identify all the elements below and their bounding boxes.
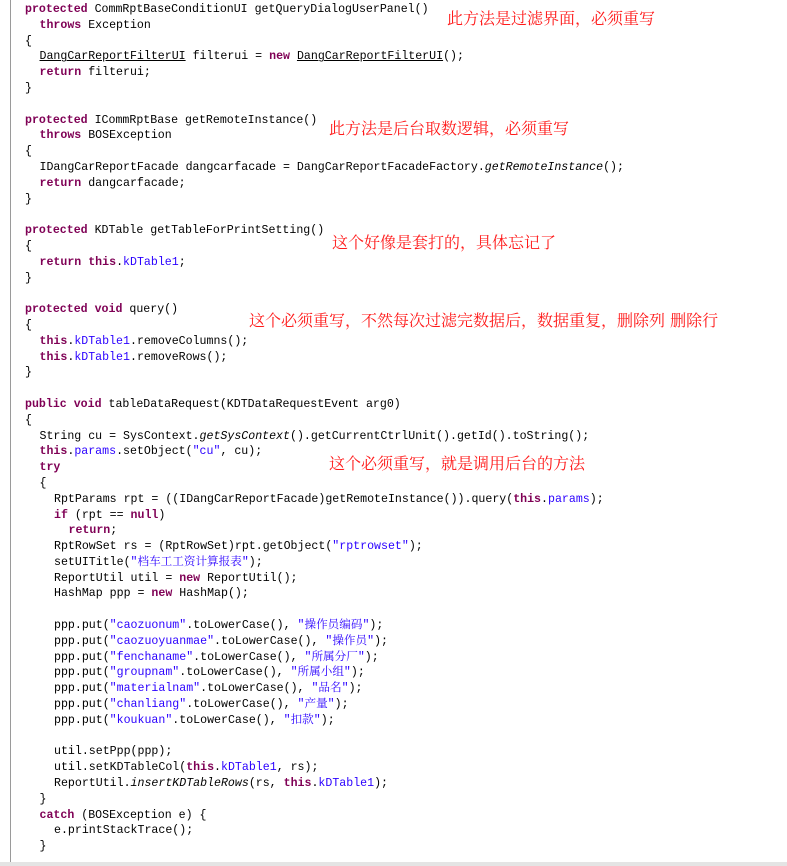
code-text: . — [67, 445, 75, 459]
code-text: ); — [369, 619, 384, 633]
static-method: getSysContext — [199, 429, 290, 443]
keyword: return — [39, 176, 82, 190]
code-text: e.printStackTrace(); — [54, 824, 194, 838]
code-text: .toLowerCase(), — [186, 619, 298, 633]
type-ref: DangCarReportFilterUI — [296, 50, 444, 64]
code-line — [25, 334, 624, 350]
annotation-filter-ui: 此方法是过滤界面，必须重写 — [447, 9, 656, 28]
code-line — [25, 65, 624, 81]
code-line — [25, 744, 624, 760]
type-ref: DangCarReportFilterUI — [39, 50, 186, 64]
code-line — [25, 160, 624, 176]
code-text: .toLowerCase(), — [214, 634, 326, 648]
field-ref: params — [74, 445, 117, 459]
keyword: new — [269, 50, 290, 64]
code-line — [25, 176, 624, 192]
code-text: ); — [350, 666, 365, 680]
code-text: CommRptBaseConditionUI getQueryDialogUserPanel() — [87, 3, 429, 16]
code-text: ; — [110, 524, 118, 538]
code-text: } — [25, 81, 32, 95]
code-text: . — [214, 761, 222, 775]
keyword: new — [151, 587, 173, 601]
code-line — [25, 697, 624, 713]
code-text: ICommRptBase getRemoteInstance() — [87, 113, 318, 127]
keyword: this — [39, 445, 68, 459]
code-text: util.setKDTableCol( — [54, 761, 187, 775]
string-literal: "chanliang" — [109, 698, 187, 712]
code-line — [25, 508, 624, 524]
code-line — [25, 729, 624, 745]
code-text: .toLowerCase(), — [172, 713, 284, 727]
code-text: (rs, — [248, 777, 284, 791]
code-text: ppp.put( — [54, 634, 110, 648]
string-literal: "koukuan" — [109, 713, 173, 727]
string-literal: "rptrowset" — [332, 540, 409, 554]
code-text: setUITitle( — [54, 555, 131, 569]
field-ref: kDTable1 — [74, 334, 130, 348]
code-line — [25, 255, 624, 271]
code-text: (rpt == — [67, 508, 131, 522]
field-ref: params — [548, 492, 590, 506]
code-text: ppp.put( — [54, 698, 110, 712]
code-text: RptParams rpt = ((IDangCarReportFacade)getRemoteInstance()).query( — [54, 492, 514, 506]
keyword: this — [88, 255, 117, 269]
code-text: filterui = — [185, 50, 270, 64]
code-line — [25, 81, 624, 97]
keyword: protected — [25, 224, 88, 238]
code-text: { — [25, 145, 32, 159]
code-text: { — [25, 239, 32, 253]
string-literal: "品名" — [311, 682, 349, 696]
code-text: { — [25, 318, 32, 332]
code-line — [25, 350, 624, 366]
string-literal: "档车工工资计算报表" — [130, 555, 249, 569]
code-text: ); — [334, 698, 349, 712]
code-text: . — [67, 334, 75, 348]
code-text: , rs); — [276, 761, 319, 775]
code-text — [290, 50, 297, 63]
code-line — [25, 97, 624, 113]
keyword: this — [283, 777, 312, 791]
code-text: ppp.put( — [54, 666, 110, 680]
string-literal: "cu" — [192, 445, 221, 459]
code-line — [25, 792, 624, 808]
string-literal: "groupnam" — [109, 666, 180, 680]
keyword: new — [179, 571, 201, 585]
code-text: ); — [408, 540, 423, 554]
code-text: ); — [364, 650, 379, 664]
keyword: void — [94, 303, 123, 317]
code-text: ppp.put( — [54, 713, 110, 727]
code-line — [25, 539, 624, 555]
code-text: tableDataRequest(KDTDataRequestEvent arg0) — [101, 397, 401, 411]
code-line — [25, 286, 624, 302]
code-line — [25, 144, 624, 160]
code-text: ().getCurrentCtrlUnit().getId().toString(); — [289, 429, 590, 443]
annotation-query: 这个必须重写，不然每次过滤完数据后，数据重复，删除列 删除行 — [249, 311, 719, 330]
code-text: ); — [248, 555, 263, 569]
code-text: (); — [443, 50, 464, 64]
code-text: { — [25, 34, 32, 48]
code-line — [25, 586, 624, 602]
code-line — [25, 681, 624, 697]
code-line — [25, 476, 624, 492]
code-text: ppp.put( — [54, 619, 110, 633]
code-line — [25, 760, 624, 776]
field-ref: kDTable1 — [123, 255, 179, 269]
keyword: null — [130, 508, 159, 522]
annotation-remote-instance: 此方法是后台取数逻辑，必须重写 — [329, 119, 570, 138]
code-text: ppp.put( — [54, 682, 110, 696]
keyword: this — [39, 350, 68, 364]
code-text: { — [39, 476, 47, 490]
annotation-print-setting: 这个好像是套打的，具体忘记了 — [332, 233, 557, 252]
code-line — [25, 634, 624, 650]
keyword: if — [54, 508, 68, 522]
code-text: String cu = SysContext. — [39, 429, 200, 443]
code-text: . — [311, 777, 319, 791]
keyword: try — [39, 461, 61, 475]
code-text: (BOSException e) { — [74, 808, 207, 822]
string-literal: "caozuoyuanmae" — [109, 634, 215, 648]
code-text: HashMap ppp = — [54, 587, 152, 601]
code-line — [25, 381, 624, 397]
static-method: getRemoteInstance — [484, 160, 604, 174]
code-line — [25, 207, 624, 223]
keyword: return — [68, 524, 111, 538]
code-text: BOSException — [81, 129, 172, 143]
keyword: this — [186, 761, 215, 775]
code-text: . — [67, 350, 75, 364]
code-text: , cu); — [220, 445, 263, 459]
code-text: .toLowerCase(), — [179, 666, 291, 680]
code-line — [25, 523, 624, 539]
code-line — [25, 823, 624, 839]
code-text: KDTable getTableForPrintSetting() — [87, 224, 325, 238]
keyword: public — [25, 397, 67, 411]
code-line — [25, 492, 624, 508]
keyword: return — [39, 66, 82, 80]
code-text: ppp.put( — [54, 650, 110, 664]
field-ref: kDTable1 — [74, 350, 130, 364]
field-ref: kDTable1 — [221, 761, 277, 775]
string-literal: "fenchaname" — [109, 650, 194, 664]
code-text: . — [541, 492, 548, 506]
code-text: RptRowSet rs = (RptRowSet)rpt.getObject( — [54, 540, 333, 554]
string-literal: "所属小组" — [290, 666, 351, 680]
gutter-divider — [10, 0, 11, 862]
code-text: ); — [589, 492, 604, 506]
code-text: ); — [374, 777, 389, 791]
keyword: protected — [25, 113, 88, 127]
code-text: } — [39, 792, 47, 806]
keyword: this — [39, 334, 68, 348]
keyword: this — [513, 492, 542, 506]
code-text — [67, 398, 74, 411]
code-text: } — [25, 271, 32, 285]
code-line — [25, 34, 624, 50]
code-text: .removeColumns(); — [129, 334, 249, 348]
code-line — [25, 571, 624, 587]
code-line — [25, 808, 624, 824]
code-text: .toLowerCase(), — [200, 682, 312, 696]
code-text: ReportUtil(); — [200, 571, 298, 585]
code-line — [25, 192, 624, 208]
code-line — [25, 271, 624, 287]
horizontal-scrollbar[interactable] — [0, 862, 787, 866]
keyword: throws — [39, 129, 82, 143]
code-text: ReportUtil util = — [54, 571, 180, 585]
code-text: } — [25, 366, 32, 380]
code-text — [88, 303, 95, 316]
code-line — [25, 839, 624, 855]
keyword: return — [39, 255, 82, 269]
keyword: protected — [25, 303, 88, 317]
code-text: ReportUtil. — [54, 777, 131, 791]
code-line — [25, 665, 624, 681]
code-line — [25, 602, 624, 618]
string-literal: "操作员编码" — [297, 619, 370, 633]
code-line — [25, 618, 624, 634]
code-text: query() — [122, 303, 179, 317]
string-literal: "产量" — [297, 698, 335, 712]
code-text: IDangCarReportFacade dangcarfacade = DangCarReportFacadeFactory. — [39, 160, 485, 174]
string-literal: "操作员" — [325, 634, 375, 648]
string-literal: "扣款" — [283, 713, 321, 727]
code-text: (); — [603, 160, 624, 174]
code-text: .setObject( — [116, 445, 193, 459]
keyword: protected — [25, 3, 88, 16]
code-text: } — [25, 192, 32, 206]
code-text: . — [116, 255, 124, 269]
code-text: .toLowerCase(), — [186, 698, 298, 712]
code-text: } — [39, 840, 47, 854]
code-line — [25, 555, 624, 571]
code-text: Exception — [81, 18, 151, 32]
code-text: filterui; — [81, 66, 151, 80]
code-text: dangcarfacade; — [81, 176, 186, 190]
code-text: { — [25, 413, 32, 427]
field-ref: kDTable1 — [318, 777, 375, 791]
string-literal: "materialnam" — [109, 682, 201, 696]
keyword: void — [73, 397, 102, 411]
code-text: .toLowerCase(), — [193, 650, 305, 664]
code-line — [25, 365, 624, 381]
code-line — [25, 413, 624, 429]
code-line — [25, 429, 624, 445]
code-text: ); — [320, 713, 335, 727]
code-line — [25, 49, 624, 65]
string-literal: "caozuonum" — [109, 619, 187, 633]
code-line — [25, 397, 624, 413]
code-text: ); — [348, 682, 363, 696]
keyword: catch — [39, 808, 75, 822]
code-line — [25, 713, 624, 729]
code-line — [25, 650, 624, 666]
string-literal: "所属分厂" — [304, 650, 365, 664]
code-text: util.setPpp(ppp); — [54, 745, 173, 759]
code-line — [25, 776, 624, 792]
static-method: insertKDTableRows — [130, 777, 249, 791]
code-text: ; — [178, 255, 186, 269]
code-text: HashMap(); — [172, 587, 249, 601]
code-text: ) — [158, 508, 166, 522]
code-text: ); — [374, 634, 388, 648]
code-text: .removeRows(); — [129, 350, 228, 364]
keyword: throws — [39, 18, 82, 32]
annotation-table-data-request: 这个必须重写，就是调用后台的方法 — [329, 454, 586, 473]
